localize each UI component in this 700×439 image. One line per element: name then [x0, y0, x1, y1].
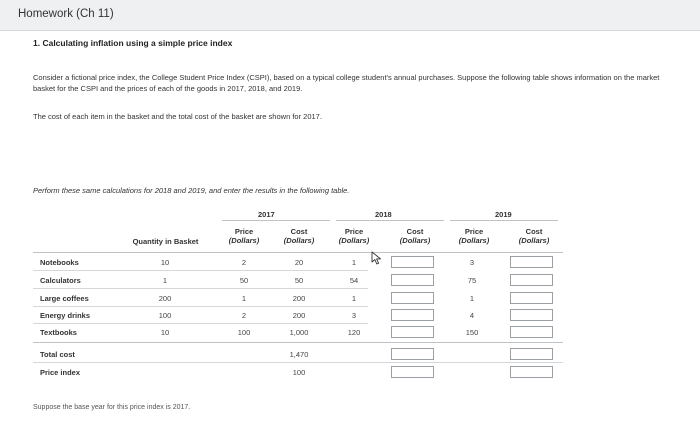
header-rule — [33, 252, 563, 253]
row-divider — [33, 323, 368, 324]
base-year-note: Suppose the base year for this price index is 2017. — [33, 404, 191, 411]
price-2017-cell: 2 — [241, 311, 247, 320]
price-2018-cell: 54 — [349, 276, 359, 285]
question-paragraph-2: The cost of each item in the basket and the total cost of the basket are shown for 2017. — [33, 112, 322, 121]
year-2019-header: 2019 — [495, 210, 512, 219]
price-2019-cell: 75 — [467, 276, 477, 285]
price-2018-cell: 3 — [351, 311, 357, 320]
cost-2017-cell: 50 — [294, 276, 304, 285]
quantity-cell: 10 — [160, 328, 170, 337]
cost-2018-input-energy-drinks[interactable] — [391, 309, 434, 321]
price-label: Price — [234, 227, 254, 236]
quantity-cell: 200 — [158, 294, 172, 303]
price-2019-cell: 1 — [469, 294, 475, 303]
cost-2018-input-calculators[interactable] — [391, 274, 434, 286]
dollars-label: (Dollars) — [518, 236, 550, 245]
total-cost-label: Total cost — [40, 350, 75, 359]
dollars-label: (Dollars) — [338, 236, 370, 245]
cost-2017-cell: 20 — [294, 258, 304, 267]
price-index-2017: 100 — [292, 368, 306, 377]
quantity-cell: 100 — [158, 311, 172, 320]
year-2018-header: 2018 — [375, 210, 392, 219]
total-cost-2018-input[interactable] — [391, 348, 434, 360]
row-divider — [33, 306, 368, 307]
cost-2017-cell: 1,000 — [289, 328, 309, 337]
body-rule — [33, 342, 563, 343]
dollars-label: (Dollars) — [283, 236, 315, 245]
instruction-text: Perform these same calculations for 2018 and 2019, and enter the results in the following table. — [33, 186, 350, 195]
row-label-calculators: Calculators — [40, 276, 81, 285]
quantity-cell: 1 — [162, 276, 168, 285]
assignment-title: Homework (Ch 11) — [18, 8, 114, 20]
year-2017-rule — [222, 220, 330, 221]
row-divider — [33, 288, 368, 289]
cost-2019-input-large-coffees[interactable] — [510, 292, 553, 304]
year-2019-rule — [450, 220, 558, 221]
price-2017-cell: 50 — [239, 276, 249, 285]
assignment-header — [0, 0, 700, 31]
cost-2019-input-textbooks[interactable] — [510, 326, 553, 338]
quantity-cell: 10 — [160, 258, 170, 267]
cost-label: Cost — [290, 227, 308, 236]
cost-label: Cost — [525, 227, 543, 236]
row-divider — [33, 270, 368, 271]
cost-2018-header — [393, 227, 437, 245]
price-2018-header — [332, 227, 376, 245]
cost-2019-input-calculators[interactable] — [510, 274, 553, 286]
row-divider — [33, 362, 563, 363]
cost-2017-cell: 200 — [292, 311, 306, 320]
price-index-2019-input[interactable] — [510, 366, 553, 378]
price-label: Price — [464, 227, 484, 236]
cost-2019-input-energy-drinks[interactable] — [510, 309, 553, 321]
year-2017-header: 2017 — [258, 210, 275, 219]
quantity-column-header: Quantity in Basket — [132, 237, 199, 246]
price-2017-cell: 1 — [241, 294, 247, 303]
total-cost-2019-input[interactable] — [510, 348, 553, 360]
price-2019-cell: 3 — [469, 258, 475, 267]
cost-2018-input-large-coffees[interactable] — [391, 292, 434, 304]
cost-2017-header — [277, 227, 321, 245]
mouse-cursor-icon — [371, 251, 383, 265]
price-label: Price — [344, 227, 364, 236]
dollars-label: (Dollars) — [228, 236, 260, 245]
cost-label: Cost — [406, 227, 424, 236]
question-paragraph: Consider a fictional price index, the College Student Price Index (CSPI), based on a typical college student's annual purchases. Suppose the following table shows information on the market basket for the CSPI and the prices of each of the goods in 2017, 2018, and 2019. — [33, 73, 660, 93]
price-2017-header — [222, 227, 266, 245]
price-2019-cell: 150 — [465, 328, 479, 337]
price-2017-cell: 100 — [237, 328, 251, 337]
dollars-label: (Dollars) — [458, 236, 490, 245]
price-2019-header — [452, 227, 496, 245]
price-2018-cell: 1 — [351, 258, 357, 267]
row-label-textbooks: Textbooks — [40, 328, 77, 337]
price-index-2018-input[interactable] — [391, 366, 434, 378]
price-2018-cell: 1 — [351, 294, 357, 303]
year-2018-rule — [336, 220, 444, 221]
price-2017-cell: 2 — [241, 258, 247, 267]
row-label-energy-drinks: Energy drinks — [40, 311, 91, 320]
total-cost-2017: 1,470 — [289, 350, 309, 359]
cost-2019-input-notebooks[interactable] — [510, 256, 553, 268]
cost-2018-input-notebooks[interactable] — [391, 256, 434, 268]
row-label-large-coffees: Large coffees — [40, 294, 89, 303]
dollars-label: (Dollars) — [399, 236, 431, 245]
price-index-label: Price index — [40, 368, 81, 377]
cost-2017-cell: 200 — [292, 294, 306, 303]
price-2018-cell: 120 — [347, 328, 361, 337]
question-title: 1. Calculating inflation using a simple price index — [33, 38, 233, 48]
row-label-notebooks: Notebooks — [40, 258, 79, 267]
cost-2018-input-textbooks[interactable] — [391, 326, 434, 338]
price-2019-cell: 4 — [469, 311, 475, 320]
cost-2019-header — [510, 227, 558, 245]
